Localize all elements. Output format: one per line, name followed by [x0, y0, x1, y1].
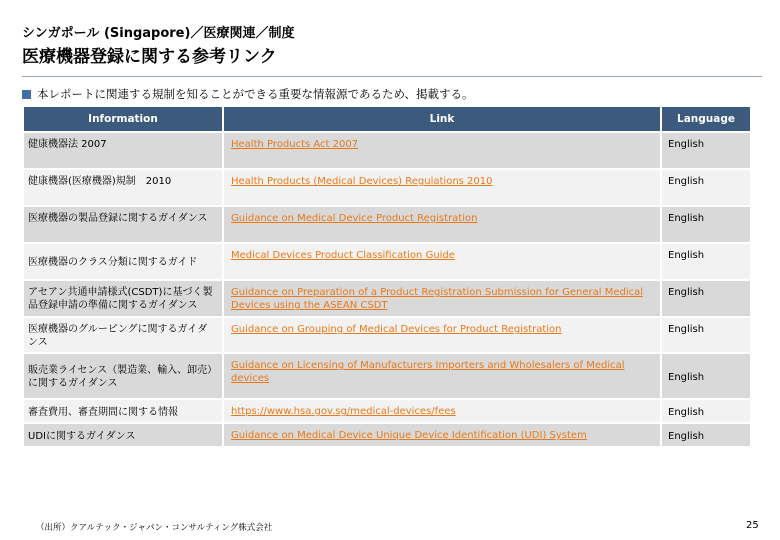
- table-row: [24, 170, 750, 205]
- link-cell[interactable]: Guidance on Medical Device Unique Device Identification (UDI) System: [224, 424, 660, 446]
- column-header-language: Language: [662, 107, 750, 131]
- info-cell: 販売業ライセンス（製造業、輸入、卸売）に関するガイダンス: [24, 354, 222, 398]
- table-row: [24, 244, 750, 279]
- table-row: [24, 318, 750, 352]
- table-row: [24, 400, 750, 422]
- link-cell[interactable]: Guidance on Preparation of a Product Registration Submission for General Medical Devices using the ASEAN CSDT: [224, 281, 660, 316]
- bullet-square-icon: [22, 90, 31, 99]
- link-cell[interactable]: Guidance on Licensing of Manufacturers Importers and Wholesalers of Medical devices: [224, 354, 660, 398]
- language-cell: English: [662, 354, 750, 398]
- link-cell[interactable]: https://www.hsa.gov.sg/medical-devices/fees: [224, 400, 660, 422]
- source-note: （出所）クアルテック・ジャパン・コンサルティング株式会社: [36, 523, 273, 533]
- table-row: [24, 281, 750, 316]
- table-row: [24, 424, 750, 446]
- section-subtitle: シンガポール (Singapore)／医療関連／制度: [22, 26, 295, 41]
- column-header-information: Information: [24, 107, 222, 131]
- language-cell: English: [662, 244, 750, 279]
- language-cell: English: [662, 170, 750, 205]
- info-cell: 健康機器(医療機器)規制 2010: [24, 170, 222, 205]
- info-cell: 健康機器法 2007: [24, 133, 222, 168]
- reference-table: [22, 105, 752, 448]
- language-cell: English: [662, 424, 750, 446]
- link-cell[interactable]: Guidance on Grouping of Medical Devices for Product Registration: [224, 318, 660, 352]
- link-cell[interactable]: Guidance on Medical Device Product Registration: [224, 207, 660, 242]
- language-cell: English: [662, 281, 750, 316]
- info-cell: アセアン共通申請様式(CSDT)に基づく製品登録申請の準備に関するガイダンス: [24, 281, 222, 316]
- table-header-row: [24, 107, 750, 131]
- intro-text: 本レポートに関連する規制を知ることができる重要な情報源であるため、掲載する。: [37, 87, 474, 101]
- table-row: [24, 207, 750, 242]
- info-cell: 審査費用、審査期間に関する情報: [24, 400, 222, 422]
- page-title: 医療機器登録に関する参考リンク: [22, 47, 277, 67]
- language-cell: English: [662, 318, 750, 352]
- link-cell[interactable]: Health Products (Medical Devices) Regulations 2010: [224, 170, 660, 205]
- info-cell: 医療機器のクラス分類に関するガイド: [24, 244, 222, 279]
- column-header-link: Link: [224, 107, 660, 131]
- title-divider: [22, 76, 762, 77]
- link-cell[interactable]: Health Products Act 2007: [224, 133, 660, 168]
- language-cell: English: [662, 133, 750, 168]
- info-cell: 医療機器のグルーピングに関するガイダンス: [24, 318, 222, 352]
- language-cell: English: [662, 207, 750, 242]
- info-cell: 医療機器の製品登録に関するガイダンス: [24, 207, 222, 242]
- link-cell[interactable]: Medical Devices Product Classification Guide: [224, 244, 660, 279]
- language-cell: English: [662, 400, 750, 422]
- page-number: 25: [746, 520, 759, 531]
- table-row: [24, 133, 750, 168]
- table-row: [24, 354, 750, 398]
- info-cell: UDIに関するガイダンス: [24, 424, 222, 446]
- intro-line: [22, 86, 474, 102]
